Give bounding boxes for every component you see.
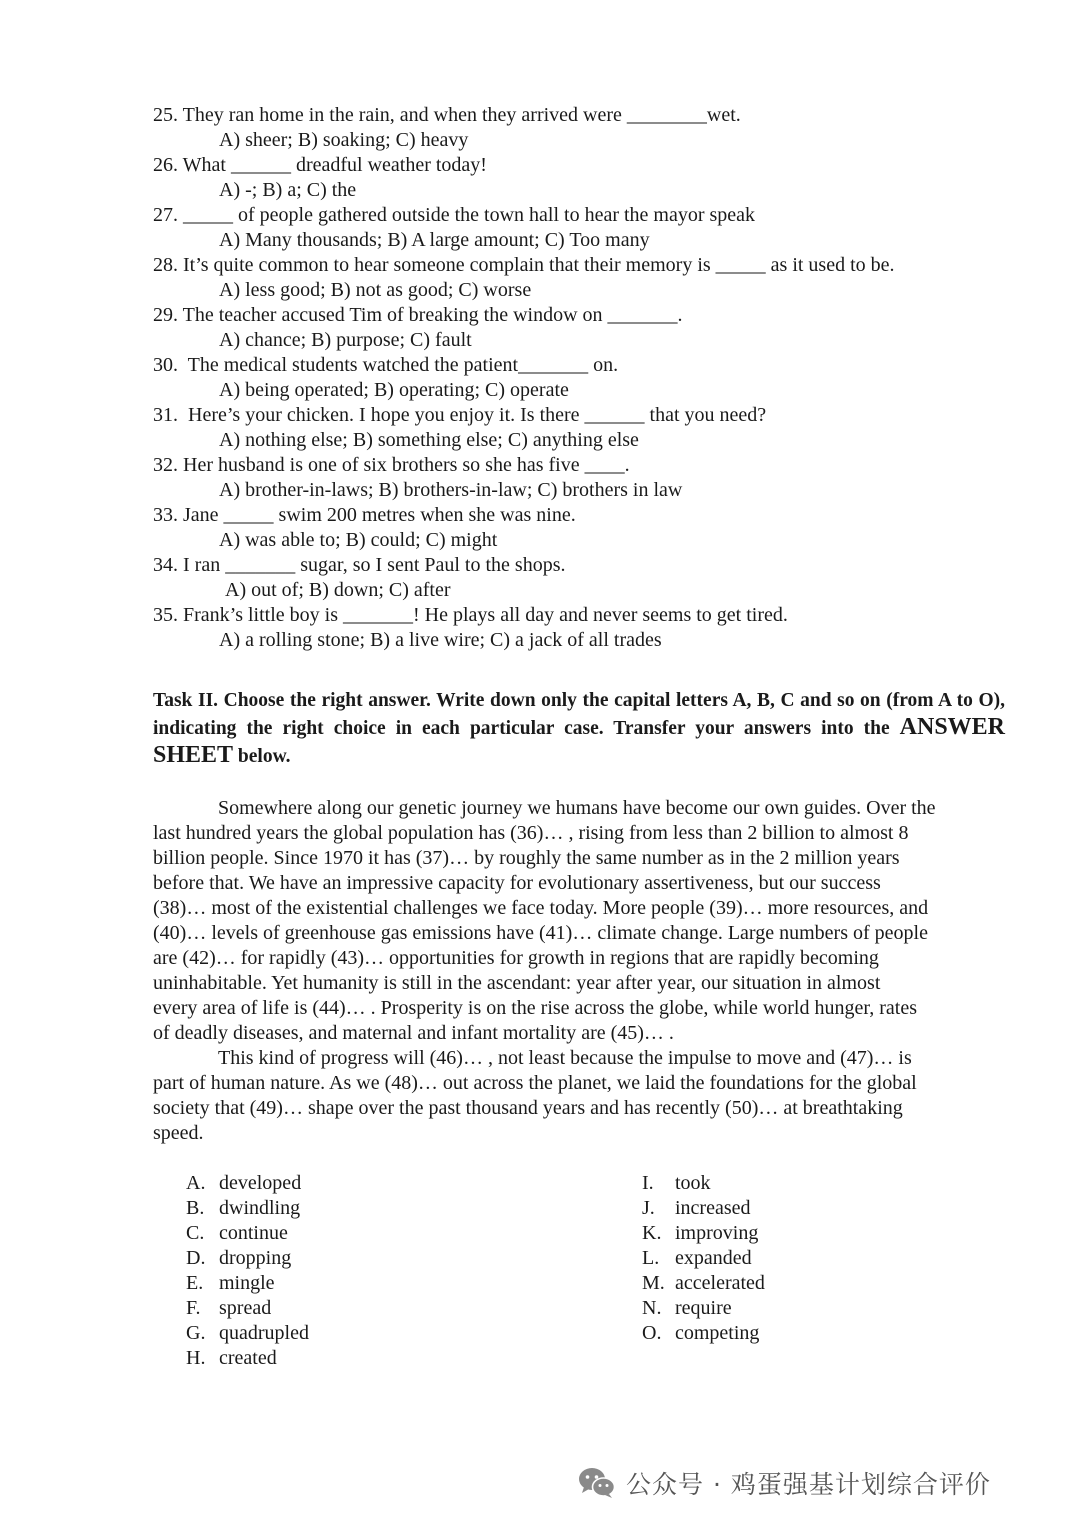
passage-line: uninhabitable. Yet humanity is still in the ascendant: year after year, our situation in almost <box>153 972 881 994</box>
word-bank-item <box>642 1246 765 1271</box>
question-item <box>153 303 1033 353</box>
question-stem: 33. Jane _____ swim 200 metres when she was nine. <box>153 504 576 526</box>
question-item <box>153 553 1033 603</box>
question-stem: 25. They ran home in the rain, and when they arrived were ________wet. <box>153 104 741 126</box>
question-options: A) being operated; B) operating; C) operate <box>219 379 569 401</box>
question-options: A) Many thousands; B) A large amount; C) Too many <box>219 229 650 251</box>
option-word: dropping <box>219 1247 292 1269</box>
passage-paragraph <box>153 796 1003 1046</box>
word-bank-right-column <box>642 1171 765 1346</box>
option-letter: O. <box>642 1322 662 1344</box>
reading-passage <box>153 796 1003 1146</box>
passage-line: part of human nature. As we (48)… out across the planet, we laid the foundations for the global <box>153 1072 917 1094</box>
option-letter: D. <box>186 1247 206 1269</box>
question-stem: 35. Frank’s little boy is _______! He plays all day and never seems to get tired. <box>153 604 788 626</box>
option-word: expanded <box>675 1247 752 1269</box>
passage-line: speed. <box>153 1122 204 1144</box>
passage-line: (38)… most of the existential challenges we face today. More people (39)… more resources, and <box>153 897 929 919</box>
question-stem: 29. The teacher accused Tim of breaking the window on _______. <box>153 304 683 326</box>
word-bank-item <box>186 1321 309 1346</box>
question-options: A) chance; B) purpose; C) fault <box>219 329 472 351</box>
task-instructions <box>153 688 1005 770</box>
word-bank-item <box>186 1346 309 1371</box>
question-options: A) -; B) a; C) the <box>219 179 357 201</box>
question-item <box>153 453 1033 503</box>
option-word: developed <box>219 1172 302 1194</box>
word-bank-item <box>186 1171 309 1196</box>
word-bank-item <box>642 1271 765 1296</box>
option-letter: K. <box>642 1222 662 1244</box>
option-letter: E. <box>186 1272 204 1294</box>
question-stem: 32. Her husband is one of six brothers so she has five ____. <box>153 454 630 476</box>
passage-line: before that. We have an impressive capacity for evolutionary assertiveness, but our success <box>153 872 881 894</box>
option-word: quadrupled <box>219 1322 309 1344</box>
option-letter: F. <box>186 1297 201 1319</box>
task-text: Task II. Choose the right answer. Write down only the capital letters A, B, C and so on (from A to O), indicating the right choice in each particular case. Transfer your answers into the <box>153 690 1005 739</box>
question-stem: 31. Here’s your chicken. I hope you enjoy it. Is there ______ that you need? <box>153 404 767 426</box>
word-bank-item <box>642 1296 765 1321</box>
option-letter: B. <box>186 1197 205 1219</box>
option-letter: G. <box>186 1322 206 1344</box>
option-word: created <box>219 1347 277 1369</box>
option-letter: L. <box>642 1247 660 1269</box>
passage-line: Somewhere along our genetic journey we humans have become our own guides. Over the <box>218 797 936 819</box>
option-letter: C. <box>186 1222 205 1244</box>
option-word: dwindling <box>219 1197 301 1219</box>
passage-line: This kind of progress will (46)… , not least because the impulse to move and (47)… is <box>218 1047 912 1069</box>
question-options: A) a rolling stone; B) a live wire; C) a jack of all trades <box>219 629 662 651</box>
passage-line: last hundred years the global population has (36)… , rising from less than 2 billion to almost 8 <box>153 822 909 844</box>
question-stem: 30. The medical students watched the patient_______ on. <box>153 354 619 376</box>
question-options: A) sheer; B) soaking; C) heavy <box>219 129 469 151</box>
option-word: accelerated <box>675 1272 765 1294</box>
question-stem: 26. What ______ dreadful weather today! <box>153 154 487 176</box>
word-bank-item <box>186 1246 309 1271</box>
option-word: took <box>675 1172 711 1194</box>
question-stem: 34. I ran _______ sugar, so I sent Paul to the shops. <box>153 554 566 576</box>
question-item <box>153 603 1033 653</box>
word-bank-item <box>642 1321 765 1346</box>
wechat-watermark <box>578 1463 991 1503</box>
word-bank-item <box>186 1296 309 1321</box>
option-word: spread <box>219 1297 272 1319</box>
question-options: A) out of; B) down; C) after <box>225 579 451 601</box>
word-bank-item <box>642 1221 765 1246</box>
question-item <box>153 253 1033 303</box>
question-options: A) was able to; B) could; C) might <box>219 529 498 551</box>
word-bank-item <box>186 1221 309 1246</box>
multiple-choice-questions <box>153 103 1033 653</box>
option-word: mingle <box>219 1272 275 1294</box>
word-bank-item <box>186 1271 309 1296</box>
option-letter: I. <box>642 1172 654 1194</box>
question-stem: 27. _____ of people gathered outside the town hall to hear the mayor speak <box>153 204 756 226</box>
passage-line: are (42)… for rapidly (43)… opportunities for growth in regions that are rapidly becoming <box>153 947 879 969</box>
passage-line: (40)… levels of greenhouse gas emissions have (41)… climate change. Large numbers of people <box>153 922 928 944</box>
answer-sheet-label: ANSWER SHEET <box>153 714 1006 768</box>
word-bank-item <box>186 1196 309 1221</box>
word-bank-item <box>642 1196 765 1221</box>
question-item <box>153 353 1033 403</box>
option-word: increased <box>675 1197 751 1219</box>
option-word: improving <box>675 1222 759 1244</box>
option-letter: A. <box>186 1172 206 1194</box>
word-bank-left-column <box>186 1171 309 1371</box>
option-word: continue <box>219 1222 288 1244</box>
question-item <box>153 503 1033 553</box>
option-letter: N. <box>642 1297 662 1319</box>
option-word: competing <box>675 1322 760 1344</box>
question-stem: 28. It’s quite common to hear someone complain that their memory is _____ as it used to be. <box>153 254 895 276</box>
watermark-text: 公众号 · 鸡蛋强基计划综合评价 <box>626 1470 991 1499</box>
question-options: A) less good; B) not as good; C) worse <box>219 279 532 301</box>
option-letter: M. <box>642 1272 665 1294</box>
question-item <box>153 403 1033 453</box>
passage-line: of deadly diseases, and maternal and infant mortality are (45)… . <box>153 1022 674 1044</box>
question-item <box>153 103 1033 153</box>
passage-line: every area of life is (44)… . Prosperity is on the rise across the globe, while world hunger, rates <box>153 997 917 1019</box>
passage-line: society that (49)… shape over the past thousand years and has recently (50)… at breathtaking <box>153 1097 903 1119</box>
passage-line: billion people. Since 1970 it has (37)… by roughly the same number as in the 2 million years <box>153 847 900 869</box>
option-word: require <box>675 1297 732 1319</box>
option-letter: H. <box>186 1347 206 1369</box>
question-item <box>153 203 1033 253</box>
passage-paragraph <box>153 1046 1003 1146</box>
wechat-icon <box>578 1466 616 1500</box>
option-letter: J. <box>642 1197 655 1219</box>
question-options: A) nothing else; B) something else; C) anything else <box>219 429 639 451</box>
word-bank-item <box>642 1171 765 1196</box>
question-options: A) brother-in-laws; B) brothers-in-law; C) brothers in law <box>219 479 683 501</box>
question-item <box>153 153 1033 203</box>
task-tail: below. <box>237 746 291 767</box>
